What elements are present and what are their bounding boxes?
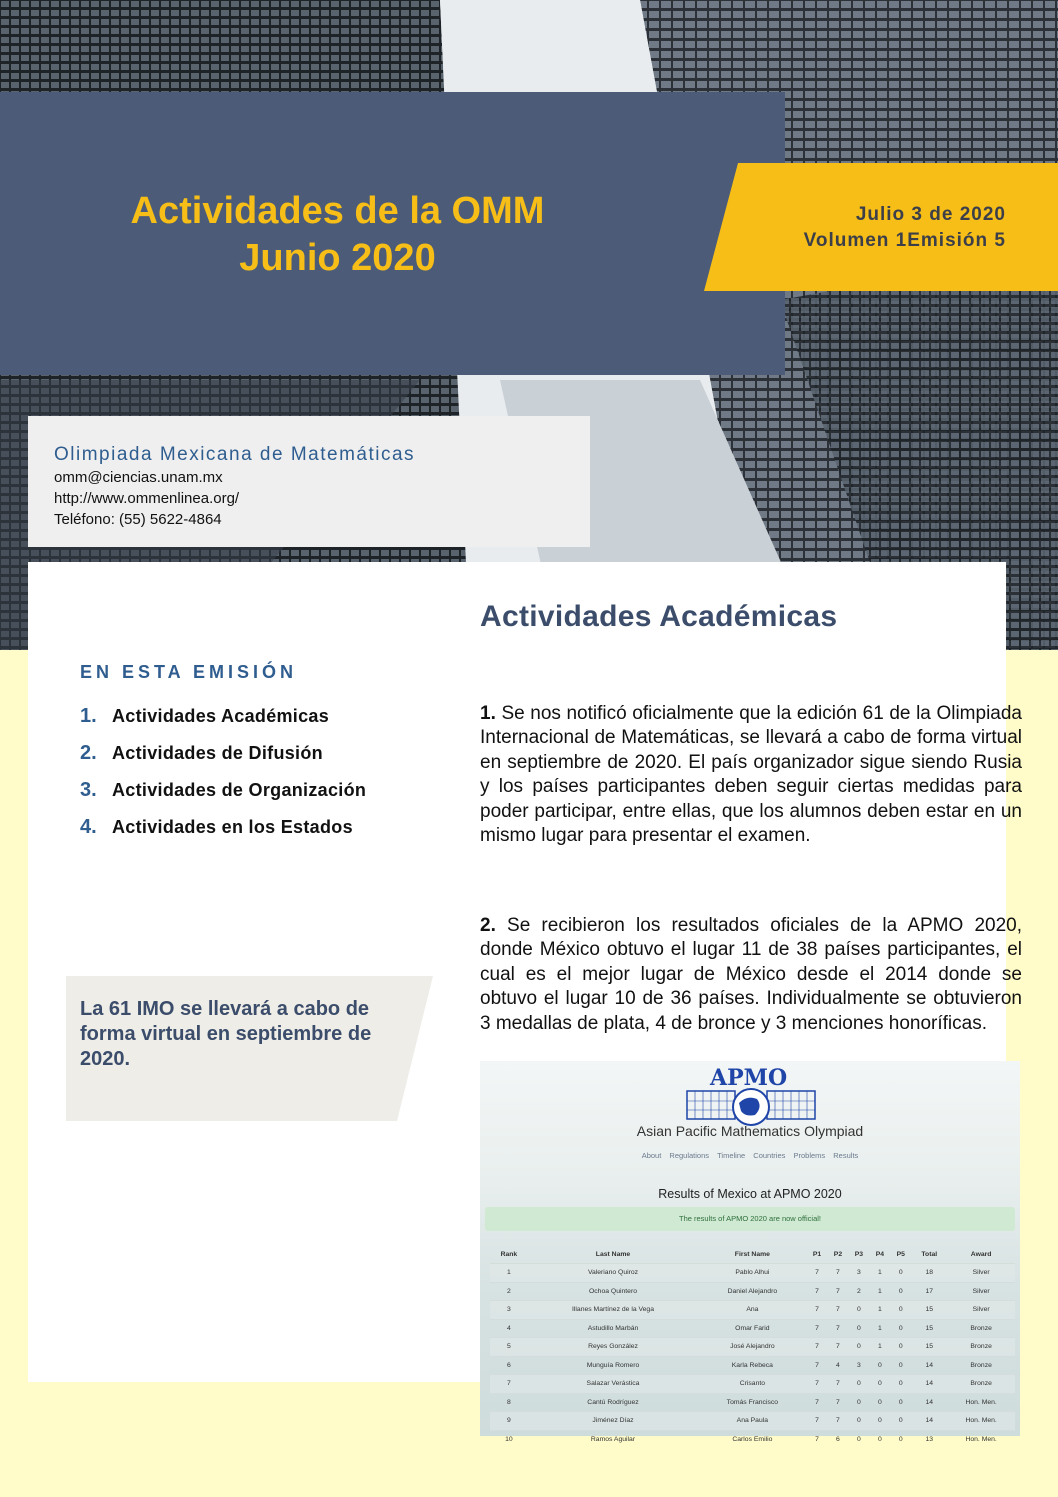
table-cell: Reyes González	[528, 1338, 698, 1357]
table-row	[490, 1393, 1015, 1412]
table-cell: 0	[890, 1301, 911, 1320]
nav-results[interactable]: Results	[833, 1151, 859, 1160]
table-cell: 0	[890, 1282, 911, 1301]
table-cell: 0	[848, 1430, 869, 1448]
table-header: Total	[921, 1250, 938, 1258]
table-header: Rank	[500, 1250, 518, 1258]
table-cell: 13	[911, 1430, 947, 1448]
table-cell: 7	[807, 1301, 828, 1320]
toc-number: 4.	[80, 816, 97, 838]
table-cell: 0	[848, 1338, 869, 1357]
table-cell: 7	[827, 1338, 848, 1357]
table-cell: 7	[490, 1375, 528, 1394]
nav-timeline[interactable]: Timeline	[717, 1151, 746, 1160]
table-cell: 1	[869, 1319, 890, 1338]
contact-phone: Teléfono: (55) 5622-4864	[54, 511, 222, 528]
table-cell: 7	[807, 1319, 828, 1338]
apmo-nav	[480, 1151, 1020, 1160]
table-header: P4	[875, 1250, 885, 1258]
table-cell: 14	[911, 1375, 947, 1394]
table-cell: 17	[911, 1282, 947, 1301]
table-cell: 0	[890, 1412, 911, 1431]
paragraph-number: 2.	[480, 915, 496, 936]
table-row	[490, 1412, 1015, 1431]
pull-quote: La 61 IMO se llevará a cabo de forma virtual en septiembre de 2020.	[80, 998, 372, 1070]
contact-email[interactable]: omm@ciencias.unam.mx	[54, 469, 223, 486]
results-title: Results of Mexico at APMO 2020	[658, 1187, 842, 1201]
toc-number: 1.	[80, 705, 97, 727]
table-cell: Ramos Aguilar	[528, 1430, 698, 1448]
table-cell: 2	[490, 1282, 528, 1301]
section-title: Actividades Académicas	[480, 600, 838, 633]
table-cell: 14	[911, 1412, 947, 1431]
table-cell: Salazar Verástica	[528, 1375, 698, 1394]
nav-countries[interactable]: Countries	[753, 1151, 786, 1160]
toc-number: 2.	[80, 742, 97, 764]
table-row	[490, 1375, 1015, 1394]
table-cell: 0	[869, 1430, 890, 1448]
title-line-1: Actividades de la OMM	[130, 190, 545, 232]
paragraph-1	[480, 702, 1022, 848]
table-header: Award	[970, 1250, 992, 1258]
table-cell: 7	[827, 1393, 848, 1412]
table-cell: Crisanto	[698, 1375, 806, 1394]
table-header: P3	[854, 1250, 864, 1258]
table-row	[490, 1264, 1015, 1283]
table-cell: 0	[848, 1319, 869, 1338]
nav-problems[interactable]: Problems	[793, 1151, 826, 1160]
table-cell: 0	[869, 1393, 890, 1412]
table-cell: Bronze	[947, 1375, 1015, 1394]
table-cell: 7	[827, 1319, 848, 1338]
table-cell: Munguía Romero	[528, 1356, 698, 1375]
org-name: Olimpiada Mexicana de Matemáticas	[54, 444, 416, 465]
table-cell: Carlos Emilio	[698, 1430, 806, 1448]
table-cell: Pablo Alhui	[698, 1264, 806, 1283]
table-cell: 7	[827, 1282, 848, 1301]
table-cell: Illanes Martínez de la Vega	[528, 1301, 698, 1320]
table-row	[490, 1301, 1015, 1320]
table-cell: 0	[890, 1430, 911, 1448]
table-cell: Daniel Alejandro	[698, 1282, 806, 1301]
table-cell: 1	[869, 1301, 890, 1320]
table-row	[490, 1356, 1015, 1375]
table-cell: 7	[807, 1264, 828, 1283]
table-cell: 7	[807, 1375, 828, 1394]
table-cell: 14	[911, 1356, 947, 1375]
toc-label: Actividades de Organización	[112, 780, 367, 800]
table-header: Last Name	[595, 1250, 631, 1258]
table-cell: 4	[490, 1319, 528, 1338]
table-cell: Cantú Rodríguez	[528, 1393, 698, 1412]
table-cell: 7	[807, 1338, 828, 1357]
title-line-2: Junio 2020	[239, 237, 436, 279]
table-cell: Valeriano Quiroz	[528, 1264, 698, 1283]
nav-about[interactable]: About	[641, 1151, 662, 1160]
table-cell: Silver	[947, 1282, 1015, 1301]
table-cell: 10	[490, 1430, 528, 1448]
table-cell: 0	[869, 1356, 890, 1375]
table-cell: 7	[807, 1412, 828, 1431]
table-cell: 3	[490, 1301, 528, 1320]
table-cell: Hon. Men.	[947, 1412, 1015, 1431]
table-cell: Hon. Men.	[947, 1430, 1015, 1448]
table-cell: 0	[890, 1375, 911, 1394]
table-cell: 3	[848, 1356, 869, 1375]
official-alert: The results of APMO 2020 are now official!	[485, 1207, 1015, 1231]
table-cell: 0	[848, 1393, 869, 1412]
table-cell: 7	[807, 1356, 828, 1375]
table-cell: Bronze	[947, 1356, 1015, 1375]
table-cell: 1	[490, 1264, 528, 1283]
table-cell: 7	[827, 1301, 848, 1320]
table-header: P1	[812, 1250, 822, 1258]
table-cell: 0	[869, 1412, 890, 1431]
table-cell: 0	[890, 1319, 911, 1338]
table-cell: 2	[848, 1282, 869, 1301]
issue-volume: Volumen 1Emisión 5	[803, 230, 1006, 251]
results-table	[490, 1245, 1015, 1448]
table-row	[490, 1282, 1015, 1301]
toc-label: Actividades de Difusión	[112, 743, 323, 763]
table-row	[490, 1338, 1015, 1357]
table-cell: 14	[911, 1393, 947, 1412]
table-cell: Silver	[947, 1264, 1015, 1283]
table-cell: 0	[848, 1412, 869, 1431]
table-cell: 3	[848, 1264, 869, 1283]
toc-label: Actividades en los Estados	[112, 817, 353, 837]
table-cell: 7	[807, 1430, 828, 1448]
issue-heading: EN ESTA EMISIÓN	[80, 662, 298, 682]
table-cell: José Alejandro	[698, 1338, 806, 1357]
table-cell: 1	[869, 1282, 890, 1301]
table-cell: 0	[869, 1375, 890, 1394]
table-cell: 0	[890, 1264, 911, 1283]
table-cell: 9	[490, 1412, 528, 1431]
table-cell: Hon. Men.	[947, 1393, 1015, 1412]
table-cell: 4	[827, 1356, 848, 1375]
table-cell: 7	[827, 1264, 848, 1283]
table-cell: 18	[911, 1264, 947, 1283]
table-cell: Astudillo Marbán	[528, 1319, 698, 1338]
table-cell: 0	[848, 1301, 869, 1320]
table-cell: 0	[890, 1393, 911, 1412]
paragraph-number: 1.	[480, 703, 496, 724]
toc-label: Actividades Académicas	[112, 706, 330, 726]
table-cell: Ana	[698, 1301, 806, 1320]
table-row	[490, 1319, 1015, 1338]
table-header: First Name	[734, 1250, 770, 1258]
table-cell: Ana Paula	[698, 1412, 806, 1431]
issue-date: Julio 3 de 2020	[855, 204, 1006, 225]
paragraph-2	[480, 914, 1022, 1036]
table-cell: 6	[827, 1430, 848, 1448]
table-cell: 5	[490, 1338, 528, 1357]
paragraph-text: Se nos notificó oficialmente que la edición 61 de la Olimpiada Internacional de Matemáticas, se llevará a cabo de forma virtual en septiembre de 2020. El país organizador sigue siendo Rusia y los países participantes deben seguir ciertas medidas para poder participar, entre ellas, que los alumnos deben estar en un mismo lugar para presentar el examen.	[480, 703, 1022, 847]
table-cell: Karla Rebeca	[698, 1356, 806, 1375]
table-cell: 1	[869, 1264, 890, 1283]
table-cell: Omar Farid	[698, 1319, 806, 1338]
paragraph-text: Se recibieron los resultados oficiales de la APMO 2020, donde México obtuvo el lugar 11 de 38 países participantes, el cual es el mejor lugar de México desde el 2014 donde se obtuvo el lugar 10 de 36 países. Individualmente se obtuvieron 3 medallas de plata, 4 de bronce y 3 menciones honoríficas.	[480, 915, 1022, 1034]
table-cell: Ochoa Quintero	[528, 1282, 698, 1301]
table-cell: 8	[490, 1393, 528, 1412]
table-cell: Bronze	[947, 1338, 1015, 1357]
table-cell: 0	[848, 1375, 869, 1394]
contact-website[interactable]: http://www.ommenlinea.org/	[54, 490, 240, 507]
table-cell: 7	[827, 1412, 848, 1431]
table-header: P2	[833, 1250, 843, 1258]
apmo-results-screenshot	[480, 1061, 1020, 1443]
table-header: P5	[896, 1250, 905, 1258]
table-cell: 15	[911, 1301, 947, 1320]
apmo-subtitle: Asian Pacific Mathematics Olympiad	[636, 1123, 864, 1139]
apmo-logo-text: APMO	[710, 1065, 788, 1091]
table-cell: 15	[911, 1338, 947, 1357]
table-cell: Tomás Francisco	[698, 1393, 806, 1412]
table-cell: Silver	[947, 1301, 1015, 1320]
table-row	[490, 1430, 1015, 1448]
table-cell: 15	[911, 1319, 947, 1338]
table-cell: 0	[890, 1338, 911, 1357]
table-cell: Bronze	[947, 1319, 1015, 1338]
table-cell: 7	[807, 1282, 828, 1301]
table-cell: 7	[807, 1393, 828, 1412]
table-cell: 6	[490, 1356, 528, 1375]
nav-regulations[interactable]: Regulations	[669, 1151, 710, 1160]
table-cell: 7	[827, 1375, 848, 1394]
toc-number: 3.	[80, 779, 97, 801]
table-cell: Jiménez Díaz	[528, 1412, 698, 1431]
table-cell: 0	[890, 1356, 911, 1375]
table-cell: 1	[869, 1338, 890, 1357]
